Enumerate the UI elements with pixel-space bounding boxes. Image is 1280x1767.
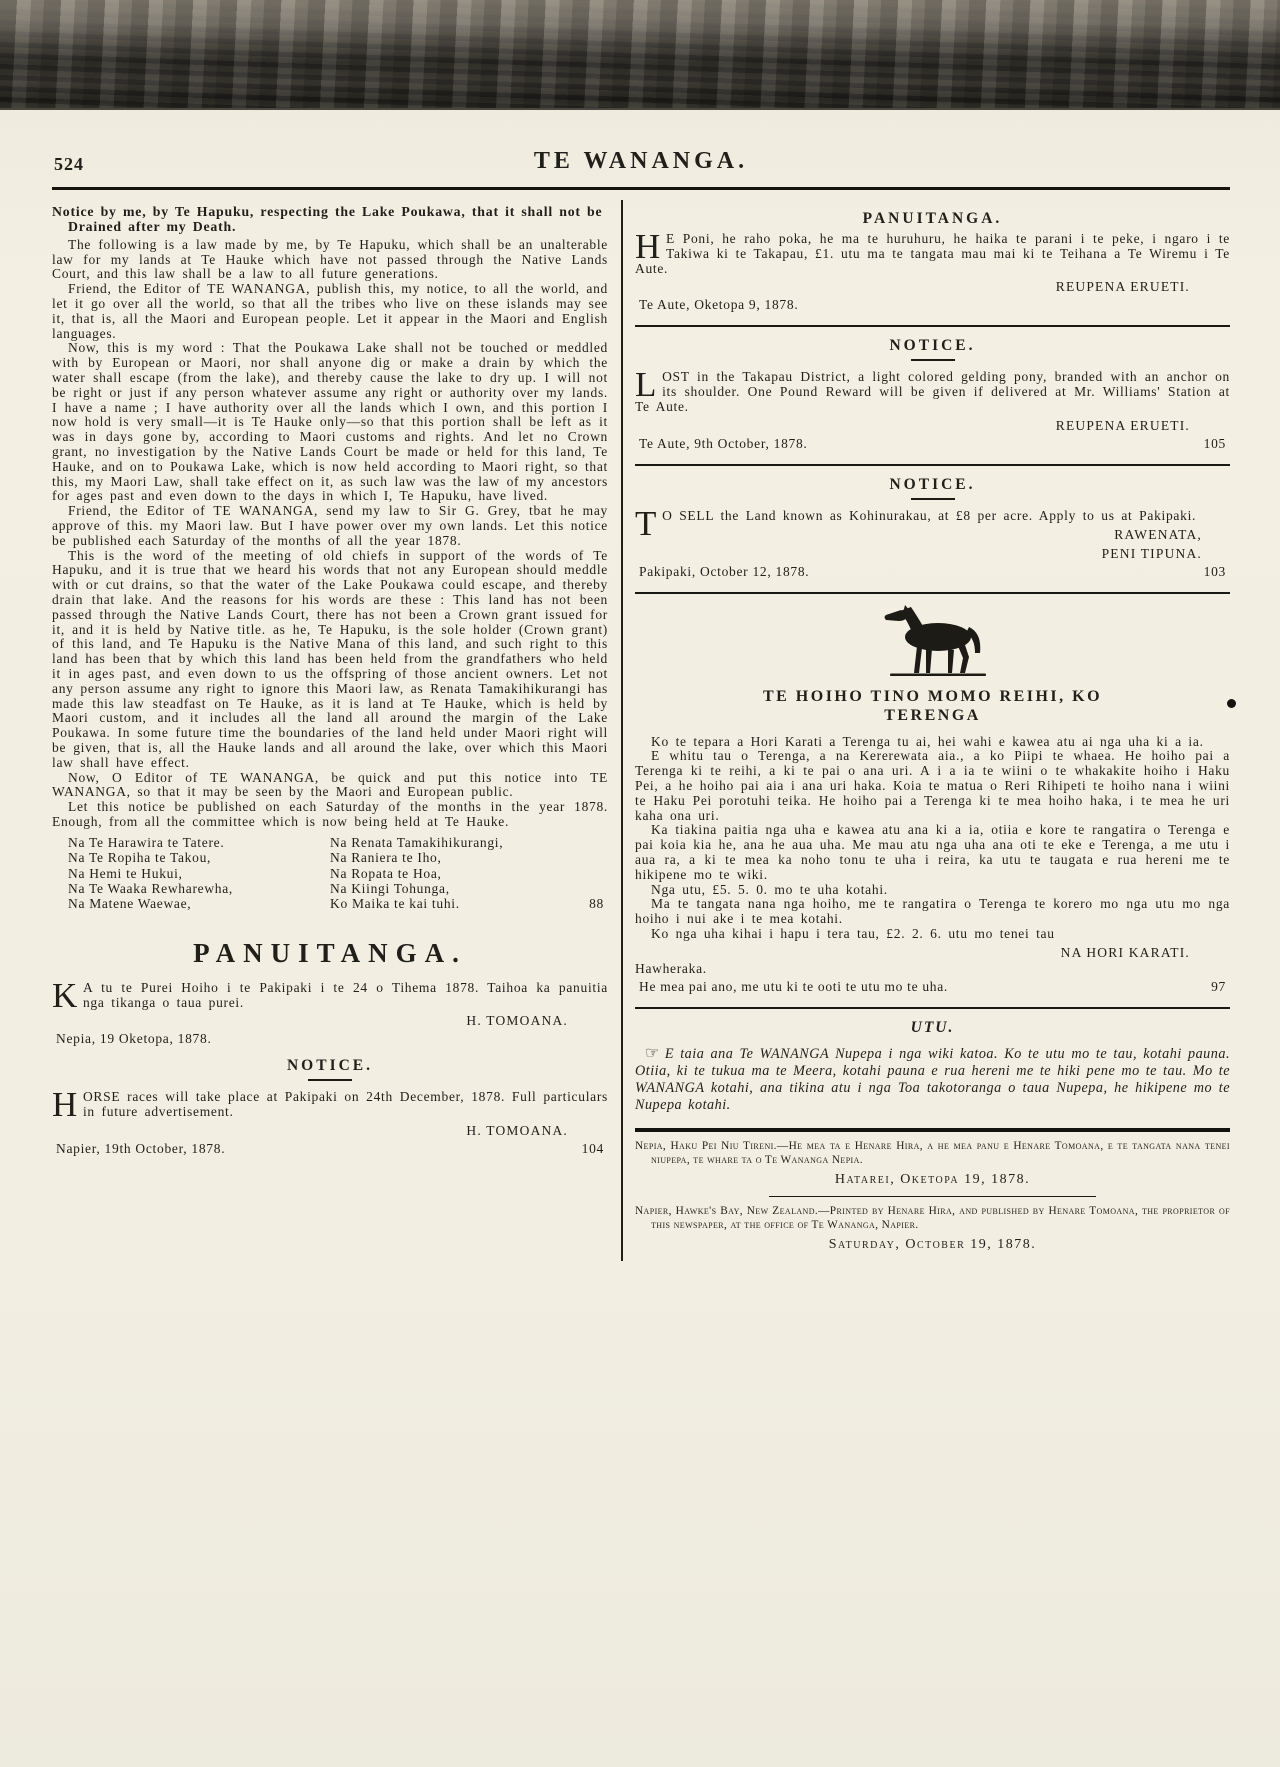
dropcap-letter: K <box>52 975 78 1015</box>
signatory-row <box>68 835 608 850</box>
panuitanga-text: A tu te Purei Hoiho i te Pakipaki i te 24 o Tihema 1878. Taihoa ka panuitia nga tikanga o taua purei. <box>82 979 608 1010</box>
dateline-row <box>635 436 1230 452</box>
notice-heading: NOTICE. <box>889 337 976 355</box>
horse-ad-paragraph: Ka tiakina paitia nga uha e kawea atu ana ki a ia, otiia e kore te rangatira o Terenga e pai koia kia he, ana he aua uha. Me mau atu nga uha ana oti te eke e Terenga, a me utu i aua ra, a ki te mea ka noho tonu te uha i reira, ka utu te taugata e rua hereni me te hikipene mo te wiki. <box>635 822 1230 882</box>
heading-rule <box>911 359 955 361</box>
dateline-row <box>52 1141 608 1157</box>
heading-rule <box>911 498 955 500</box>
signatory-name: Na Te Waaka Rewharewha, <box>68 880 234 896</box>
lake-notice-paragraph: Friend, the Editor of TE WANANGA, send my law to Sir G. Grey, tbat he may approve of this. my Maori law. But I have power over my own lands. Let this notice be published each Saturday of the months of all the year 1878. <box>52 503 608 548</box>
signature: H. TOMOANA. <box>466 1013 568 1029</box>
dateline: Pakipaki, October 12, 1878. <box>639 563 810 579</box>
horse-ad-paragraph: Ma te tangata nana nga hoiho, me te rangatira o Terenga te korero mo nga utu mo nga hoiho i nui ake i te mea kotahi. <box>635 896 1230 927</box>
imprint-date-maori: Hatarei, Oketopa 19, 1878. <box>834 1172 1031 1188</box>
pointing-hand-icon: ☞ <box>645 1044 660 1062</box>
subscription-text: E taia ana Te WANANGA Nupepa i nga wiki katoa. Ko te utu mo te tau, kotahi pauna. Otiia, ki te tukua ma te Meera, kotahi pauna e rua hereni me te hiki pene mo te tau. Mo te WANANGA kotahi, ana tikina atu i nga Toa takotoranga o taua Nupepa, he hikipene mo te Nupepa kotahi. <box>635 1045 1230 1114</box>
lost-pony-text: OST in the Takapau District, a light colored gelding pony, branded with an anchor on its shoulder. One Pound Reward will be given if delivered at Mr. Williams' Station at Te Aute. <box>635 369 1230 414</box>
notice-reference-number: 88 <box>589 896 604 912</box>
utu-heading: UTU. <box>910 1018 955 1036</box>
dateline: Te Aute, 9th October, 1878. <box>639 435 808 451</box>
signatory-name: Na Renata Tamakihikurangi, <box>330 834 504 850</box>
columns <box>52 200 1230 1261</box>
imprint-date-english: Saturday, October 19, 1878. <box>828 1236 1037 1252</box>
lost-pony-paragraph <box>635 365 1230 414</box>
dateline-row <box>635 979 1230 995</box>
signature: NA HORI KARATI. <box>1060 944 1190 960</box>
signatory-name: Na Te Harawira te Tatere. <box>68 834 225 850</box>
imprint-rule <box>635 1128 1230 1132</box>
notice-heading: NOTICE. <box>889 475 976 493</box>
signatory-name: Na Te Ropiha te Takou, <box>68 850 212 866</box>
horse-illustration <box>635 600 1230 683</box>
signature: H. TOMOANA. <box>466 1122 568 1138</box>
lake-notice-paragraph: This is the word of the meeting of old chiefs in support of the words of Te Hapuku, and it is true that we heard his words that not any European should meddle with or cut drains, so that the water of the Lake Poukawa could escape, and thereby drain that lake. And the reasons for his words are these : This land has not been passed through the Native Lands Court, there has not been a Crown grant issued for it, and it is held by Native title. as he, Te Hapuku, is the sole holder (Crown grant) of this land, and Te Hapuku is the Native Mana of this land, and such right to this land has been that by which this land has been held from the grandfathers who held it in ages past, and even down to us the offspring of those ancient owners. Let not any person assume any right to ignore this Maori law, as Renata Tamakihikurangi has made this law steadfast on Te Hauke, as it is land at Te Hauke, which is held by Maori custom, and it includes all the land all around the margin of the Lake Poukawa. In some future time the boundaries of the land held under Maori right will be given, that is, all the Hauke lands and all around the lake, over which this Maori law shall have effect. <box>52 547 608 770</box>
scan-top-band <box>0 0 1280 110</box>
panuitanga-display-heading: PANUITANGA. <box>193 937 467 968</box>
horse-races-paragraph <box>52 1085 608 1125</box>
panuitanga-heading: PANUITANGA. <box>862 210 1003 227</box>
signatory-name: Na Kiingi Tohunga, <box>330 880 450 896</box>
right-column <box>635 200 1230 1261</box>
dateline: Te Aute, Oketopa 9, 1878. <box>639 297 799 313</box>
notice-reference-number: 97 <box>1211 978 1226 994</box>
signature: PENI TIPUNA. <box>1101 545 1202 561</box>
masthead-row <box>52 148 1230 182</box>
heading-rule <box>308 1079 352 1081</box>
panuitanga-paragraph <box>52 975 608 1015</box>
horse-races-text: ORSE races will take place at Pakipaki on 24th December, 1878. Full particulars in future advertisement. <box>82 1089 608 1120</box>
signatories-list <box>68 835 608 912</box>
signature: REUPENA ERUETI. <box>1055 279 1190 295</box>
dropcap-letter: H <box>635 227 661 266</box>
notice-reference-number: 103 <box>1203 563 1226 579</box>
subscription-paragraph <box>635 1045 1230 1115</box>
horse-ad-paragraph: E whitu tau o Terenga, a na Kererewata aia., a ko Piipi te whaea. He hoiho pai a Terenga ki te reihi, a ki te pai o ana uri. A i a ia te wiini o te whakakite hoiho i Haku Pei, a he hoiho pai aia i ana uri haka. Koia te matua o Reri Rihipeti te hoiho nana i wiini te Haku Pei porotuhi teika. He hoiho pai a Terenga ki te mea hoiho haka, i te mea he uri kaha ona uri. <box>635 748 1230 823</box>
ink-spot <box>1227 699 1236 708</box>
dateline: Napier, 19th October, 1878. <box>56 1140 226 1156</box>
dateline-row <box>635 297 1230 313</box>
horse-ad-paragraph: Ko te tepara a Hori Karati a Terenga tu ai, hei wahi e kawea atu ai nga uha ki a ia. <box>651 733 1204 749</box>
horse-ad-paragraph: Nga utu, £5. 5. 0. mo te uha kotahi. <box>651 881 888 897</box>
pony-sale-paragraph <box>635 227 1230 276</box>
horse-ad-heading <box>635 687 1230 725</box>
notice-reference-number: 104 <box>581 1140 604 1156</box>
lake-notice-paragraph: The following is a law made by me, by Te Hapuku, which shall be an unalterable law for my lands at Te Hauke which have not passed through the Native Lands Court, and this law shall be a law to all future generations. <box>52 236 608 282</box>
signatory-row <box>68 896 608 911</box>
section-rule <box>635 325 1230 327</box>
lake-notice-heading: Notice by me, by Te Hapuku, respecting the Lake Poukawa, that it shall not be Drained after my Death. <box>52 204 603 235</box>
lake-notice-paragraph: Now, O Editor of TE WANANGA, be quick and put this notice into TE WANANGA, so that it may be seen by the Maori and European public. <box>52 769 608 800</box>
signatory-name: Na Ropata te Hoa, <box>330 865 442 881</box>
signatory-row <box>68 850 608 865</box>
column-divider <box>621 200 623 1261</box>
dropcap-letter: T <box>635 503 658 543</box>
horse-ad-paragraph: Ko nga uha kihai i hapu i tera tau, £2. 2. 6. utu mo tenei tau <box>651 925 1055 941</box>
lake-notice-paragraph: Now, this is my word : That the Poukawa Lake shall not be touched or meddled with by European or Maori, nor shall anyone dig or make a drain by which the water shall escape (from the lake), and thereby cause the lake to dry up. I will not be right or just if any person whatever assume any right or authority over my lands. I have a name ; I have authority over all the lands which I own, and this portion I now hold is very small—it is Te Hauke only—so that this portion shall be left as it was in days gone by, according to Maori customs and rights. And let no Crown grant, no investigation by the Native Lands Court be made or held for this land, Te Hauke, and on to Poukawa Lake, which is now held according to Maori right, so that this, my Maori Law, shall take effect on it, as such law was the law of my ancestors for ages past and even down to the days in which I, Te Hapuku, have lived. <box>52 340 608 504</box>
land-sale-text: O SELL the Land known as Kohinurakau, at £8 per acre. Apply to us at Pakipaki. <box>662 507 1197 523</box>
page-number: 524 <box>54 154 84 174</box>
horse-ad-heading-line1: TE HOIHO TINO MOMO REIHI, KO <box>762 687 1103 705</box>
header-rule <box>52 187 1230 190</box>
horse-ad-place: Hawheraka. <box>635 960 707 976</box>
section-rule <box>635 1007 1230 1009</box>
horse-ad-heading-line2: TERENGA <box>884 706 981 724</box>
lake-notice-paragraph: Friend, the Editor of TE WANANGA, publish this, my notice, to all the world, and let it go over all the world, so that all the tribes who live on these islands may see it, that is, all the Maori and European people. Let it appear in the Maori and English languages. <box>52 281 608 341</box>
dateline-row <box>635 564 1230 580</box>
signature: REUPENA ERUETI. <box>1055 417 1190 433</box>
signatory-name: Ko Maika te kai tuhi. <box>330 896 460 912</box>
left-column <box>52 200 608 1261</box>
pony-sale-text: E Poni, he raho poka, he ma te huruhuru, he haika te parani i te peke, i ngaro i te Takiwa ki te Takapau, £1. utu ma te tangata mau mai ki te Teihana a Te Wiremu i Te Aute. <box>635 231 1230 276</box>
signatory-name: Na Matene Waewae, <box>68 896 192 912</box>
page-content <box>0 110 1280 1261</box>
signatory-name: Na Hemi te Hukui, <box>68 865 183 881</box>
imprint-maori: Nepia, Haku Pei Niu Tireni.—He mea ta e Henare Hira, a he mea panu e Henare Tomoana, e te tangata nana tenei niupepa, te whare ta o Te Wananga Nepia. <box>635 1140 1230 1166</box>
masthead-title: TE WANANGA. <box>533 148 749 174</box>
dateline-row <box>52 1031 608 1047</box>
signatory-row <box>68 881 608 896</box>
signatory-row <box>68 866 608 881</box>
horse-ad-closing: He mea pai ano, me utu ki te ooti te utu mo te uha. <box>639 978 949 994</box>
imprint-english: Napier, Hawke's Bay, New Zealand.—Printed by Henare Hira, and published by Henare Tomoana, the proprietor of this newspaper, at the office of Te Wananga, Napier. <box>635 1205 1230 1231</box>
notice-reference-number: 105 <box>1203 435 1226 451</box>
dropcap-letter: H <box>52 1085 78 1125</box>
dropcap-letter: L <box>635 365 658 405</box>
section-rule <box>635 592 1230 594</box>
notice-heading: NOTICE. <box>286 1057 374 1075</box>
section-rule <box>635 464 1230 466</box>
signature: RAWENATA, <box>1114 526 1202 542</box>
dateline: Nepia, 19 Oketopa, 1878. <box>56 1031 212 1047</box>
signatory-name: Na Raniera te Iho, <box>330 850 442 866</box>
imprint-divider <box>769 1196 1096 1197</box>
lake-notice-paragraph: Let this notice be published on each Saturday of the months in the year 1878. Enough, from all the committee which is now being held at Te Hauke. <box>52 799 608 829</box>
